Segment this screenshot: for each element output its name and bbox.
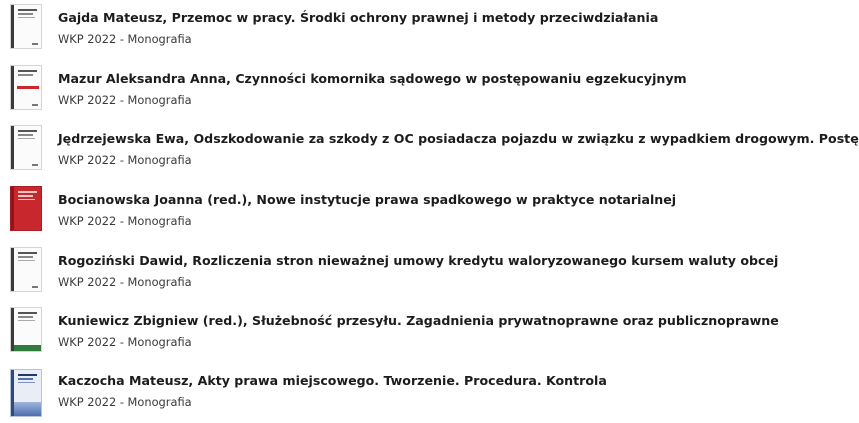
publisher-logo	[32, 164, 38, 166]
list-item[interactable]	[0, 61, 715, 121]
publication-title-link[interactable]: Gajda Mateusz, Przemoc w pracy. Środki ochrony prawnej i metody przeciwdziałania	[58, 10, 659, 25]
list-item[interactable]	[0, 243, 779, 303]
publication-meta: WKP 2022 - Monografia	[58, 32, 192, 46]
cover-title-line	[18, 320, 35, 321]
publisher-logo	[32, 43, 38, 45]
publication-meta: WKP 2022 - Monografia	[58, 153, 192, 167]
cover-title-line	[18, 195, 33, 197]
cover-spine	[11, 126, 14, 169]
publication-title-link[interactable]: Kaczocha Mateusz, Akty prawa miejscowego. Tworzenie. Procedura. Kontrola	[58, 373, 607, 388]
cover-title-line	[18, 17, 35, 18]
publication-title-link[interactable]: Mazur Aleksandra Anna, Czynności komornika sądowego w postępowaniu egzekucyjnym	[58, 71, 687, 86]
list-item[interactable]	[0, 182, 715, 242]
list-item[interactable]	[0, 121, 859, 181]
cover-spine	[11, 248, 14, 291]
list-item[interactable]	[0, 363, 715, 423]
cover-title-line	[18, 74, 33, 76]
publication-title-link[interactable]: Kuniewicz Zbigniew (red.), Służebność przesyłu. Zagadnienia prywatnoprawne oraz publicznoprawne	[58, 313, 779, 328]
publication-meta: WKP 2022 - Monografia	[58, 93, 192, 107]
cover-title-line	[18, 199, 35, 200]
publication-title-link[interactable]: Rogoziński Dawid, Rozliczenia stron nieważnej umowy kredytu waloryzowanego kursem waluty obcej	[58, 253, 779, 268]
cover-color-band	[17, 86, 39, 89]
cover-title-line	[18, 256, 33, 258]
list-item[interactable]	[0, 0, 715, 60]
book-cover-thumbnail[interactable]	[10, 247, 42, 292]
cover-spine	[11, 5, 14, 48]
cover-title-line	[18, 134, 33, 136]
book-cover-thumbnail[interactable]	[10, 186, 42, 231]
cover-title-line	[18, 130, 37, 132]
book-cover-thumbnail[interactable]	[10, 4, 42, 49]
cover-title-line	[18, 316, 33, 318]
publication-meta: WKP 2022 - Monografia	[58, 214, 192, 228]
publication-meta: WKP 2022 - Monografia	[58, 335, 192, 349]
cover-color-band	[14, 345, 41, 351]
cover-title-line	[18, 138, 35, 139]
cover-title-line	[18, 252, 37, 254]
list-item[interactable]	[0, 303, 779, 363]
publisher-logo	[32, 286, 38, 288]
book-cover-thumbnail[interactable]	[10, 65, 42, 110]
book-cover-thumbnail[interactable]	[10, 125, 42, 170]
cover-title-line	[18, 191, 37, 193]
cover-spine	[11, 187, 14, 230]
publication-title-link[interactable]: Jędrzejewska Ewa, Odszkodowanie za szkody z OC posiadacza pojazdu w związku z wypadkiem drogowym. Postę	[58, 131, 859, 146]
cover-title-line	[18, 378, 33, 380]
publication-meta: WKP 2022 - Monografia	[58, 275, 192, 289]
cover-title-line	[18, 70, 37, 72]
cover-title-line	[18, 260, 35, 261]
publication-title-link[interactable]: Bocianowska Joanna (red.), Nowe instytucje prawa spadkowego w praktyce notarialnej	[58, 192, 677, 207]
book-cover-thumbnail[interactable]	[10, 307, 42, 352]
cover-title-line	[18, 9, 37, 11]
book-cover-thumbnail[interactable]	[10, 369, 42, 417]
cover-spine	[11, 66, 14, 109]
cover-title-line	[18, 13, 33, 15]
cover-title-line	[18, 312, 37, 314]
cover-title-line	[18, 374, 37, 376]
publisher-logo	[32, 104, 38, 106]
publication-meta: WKP 2022 - Monografia	[58, 395, 192, 409]
cover-title-line	[18, 382, 35, 383]
cover-color-band	[14, 402, 41, 416]
